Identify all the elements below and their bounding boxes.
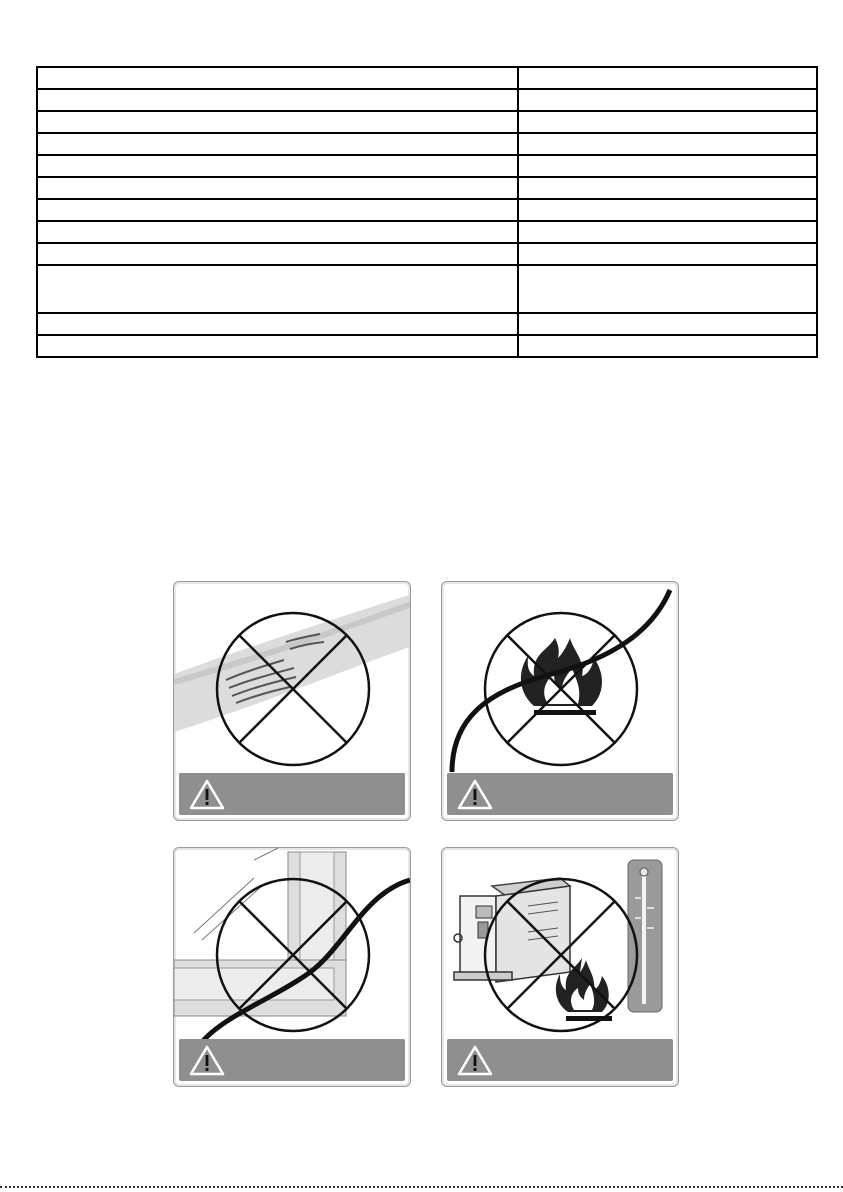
table-cell [518, 67, 817, 89]
warning-panel-window [173, 847, 411, 1087]
table-cell [518, 243, 817, 265]
table-row [37, 155, 817, 177]
table-row [37, 133, 817, 155]
warning-panel-humidity [173, 581, 411, 821]
table-cell [518, 221, 817, 243]
table-cell [518, 199, 817, 221]
warning-triangle-icon [457, 1044, 493, 1076]
table-cell [518, 155, 817, 177]
warning-triangle-icon [189, 1044, 225, 1076]
warning-panel-fire [441, 581, 679, 821]
table-cell [37, 133, 518, 155]
warning-bar [179, 1039, 405, 1081]
table-cell [518, 177, 817, 199]
table-cell [37, 111, 518, 133]
table-cell [518, 313, 817, 335]
coffee-machine-icon [454, 878, 570, 982]
table-row [37, 221, 817, 243]
table-cell [518, 335, 817, 357]
table-cell [518, 89, 817, 111]
warning-triangle-icon [189, 778, 225, 810]
table-row [37, 177, 817, 199]
table-row [37, 89, 817, 111]
table-cell [37, 67, 518, 89]
table-cell [37, 199, 518, 221]
table-cell [518, 265, 817, 313]
table-row [37, 265, 817, 313]
table-cell [37, 221, 518, 243]
table-row [37, 335, 817, 357]
warning-bar [447, 773, 673, 815]
table-cell [37, 265, 518, 313]
table-cell [518, 111, 817, 133]
warning-panel-heat [441, 847, 679, 1087]
table-row [37, 199, 817, 221]
table-row [37, 67, 817, 89]
table-cell [518, 133, 817, 155]
warning-triangle-icon [457, 778, 493, 810]
table-cell [37, 243, 518, 265]
table-row [37, 313, 817, 335]
warning-bar [179, 773, 405, 815]
table-cell [37, 313, 518, 335]
table-row [37, 111, 817, 133]
warning-bar [447, 1039, 673, 1081]
spec-table [36, 66, 818, 358]
page-footer-rule [0, 1186, 843, 1190]
table-row [37, 243, 817, 265]
table-cell [37, 155, 518, 177]
thermometer-icon [628, 860, 662, 1012]
table-cell [37, 177, 518, 199]
table-cell [37, 89, 518, 111]
table-cell [37, 335, 518, 357]
